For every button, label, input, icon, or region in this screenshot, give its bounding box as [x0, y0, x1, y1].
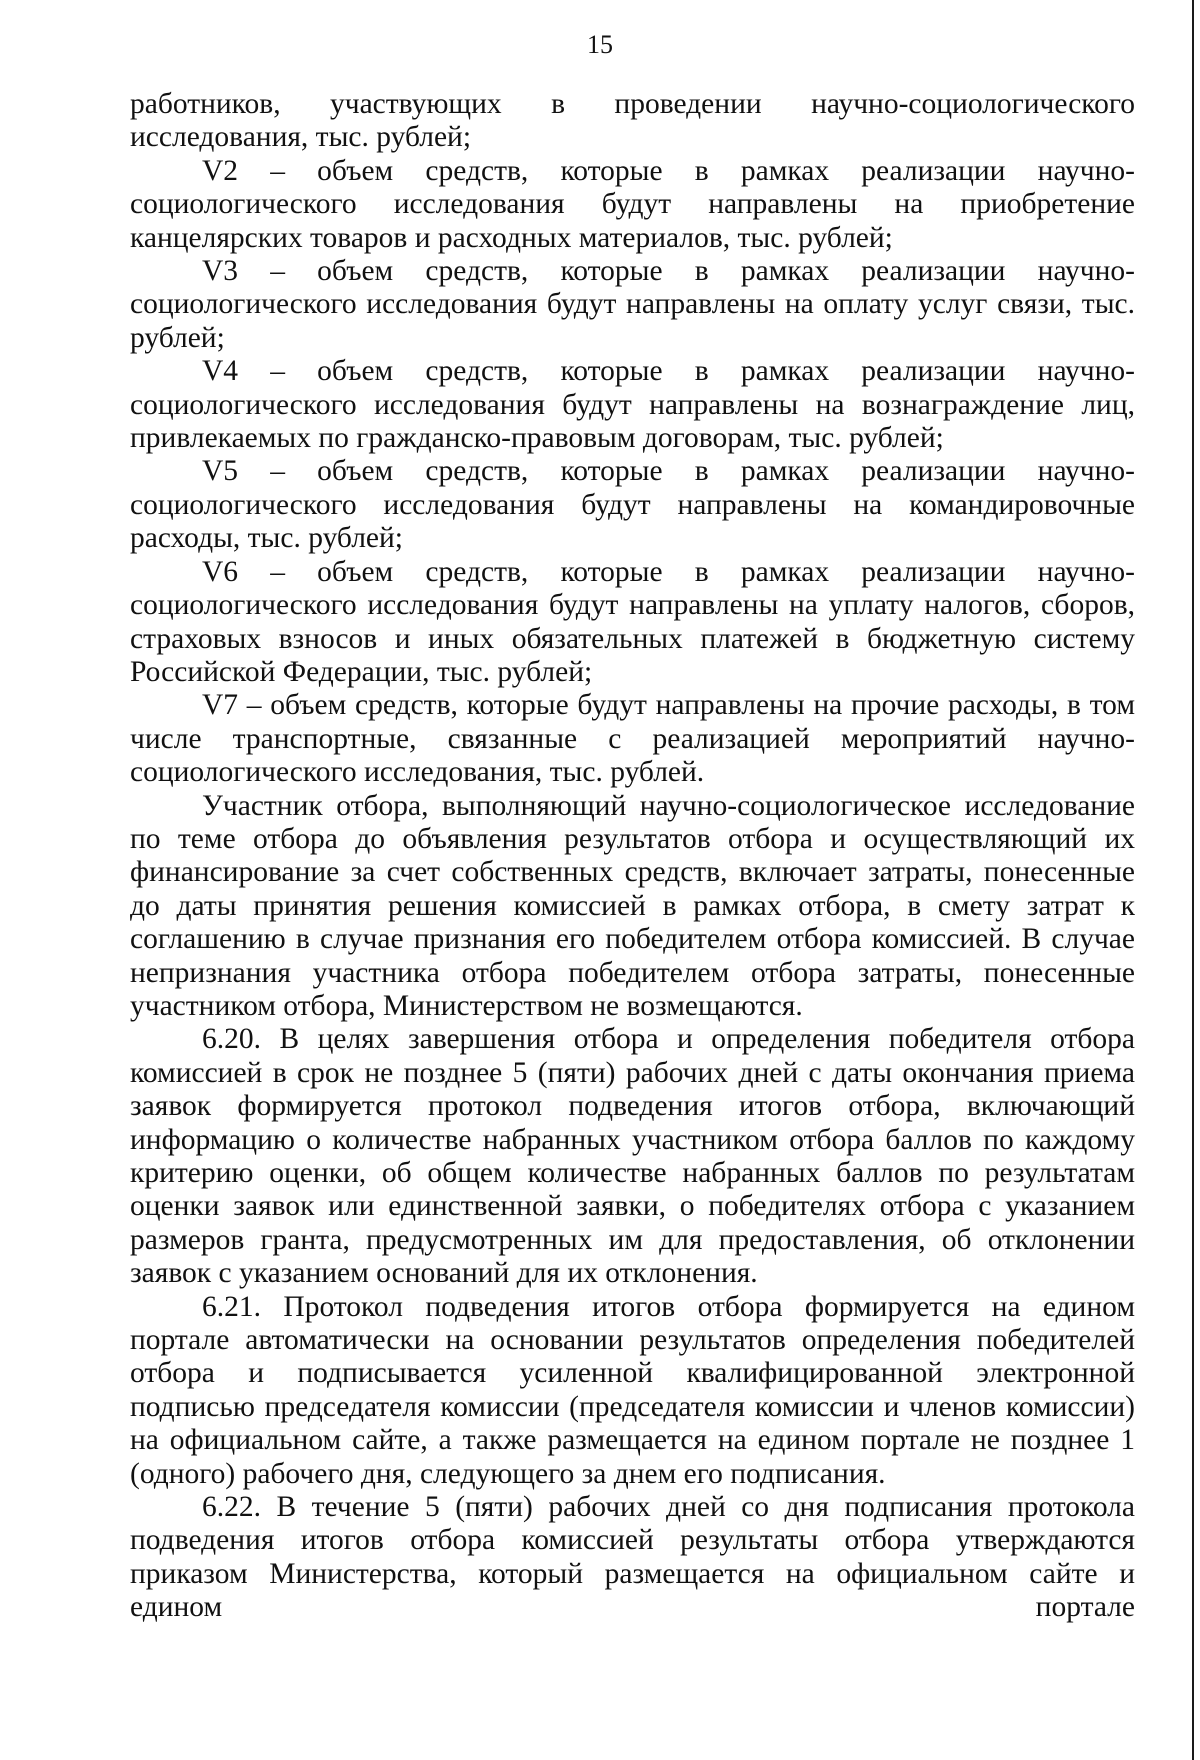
paragraph-v2: V2 – объем средств, которые в рамках реализации научно-социологического исследования будут направлены на приобретение канцелярских товаров и расходных материалов, тыс. рублей;	[130, 154, 1135, 254]
document-body	[130, 88, 1135, 1625]
paragraph-6-22: 6.22. В течение 5 (пяти) рабочих дней со дня подписания протокола подведения итогов отбора комиссией результаты отбора утверждаются приказом Министерства, который размещается на официальном сайте и едином портале	[130, 1491, 1135, 1624]
paragraph-6-20: 6.20. В целях завершения отбора и определения победителя отбора комиссией в срок не позднее 5 (пяти) рабочих дней с даты окончания приема заявок формируется протокол подведения итогов отбора, включающий информацию о количестве набранных участником отбора баллов по каждому критерию оценки, об общем количестве набранных баллов по результатам оценки заявок или единственной заявки, о победителях отбора с указанием размеров гранта, предусмотренных им для предоставления, об отклонении заявок с указанием оснований для их отклонения.	[130, 1023, 1135, 1290]
paragraph-6-21: 6.21. Протокол подведения итогов отбора формируется на едином портале автоматически на основании результатов определения победителей отбора и подписывается усиленной квалифицированной электронной подписью председателя комиссии (председателя комиссии и членов комиссии) на официальном сайте, а также размещается на едином портале не позднее 1 (одного) рабочего дня, следующего за днем его подписания.	[130, 1290, 1135, 1490]
paragraph-v3: V3 – объем средств, которые в рамках реализации научно-социологического исследования будут направлены на оплату услуг связи, тыс. рублей;	[130, 255, 1135, 354]
page-number: 15	[587, 30, 613, 59]
scan-edge-line	[1192, 0, 1194, 1760]
paragraph-v5: V5 – объем средств, которые в рамках реализации научно-социологического исследования будут направлены на командировочные расходы, тыс. рублей;	[130, 455, 1135, 555]
paragraph-v7: V7 – объем средств, которые будут направлены на прочие расходы, в том числе транспортные, связанные с реализацией мероприятий научно-социологического исследования, тыс. рублей.	[130, 689, 1135, 789]
paragraph-participant-costs: Участник отбора, выполняющий научно-социологическое исследование по теме отбора до объявления результатов отбора и осуществляющий их финансирование за счет собственных средств, включает затраты, понесенные до даты принятия решения комиссией в рамках отбора, в смету затрат к соглашению в случае признания его победителем отбора комиссией. В случае непризнания участника отбора победителем отбора затраты, понесенные участником отбора, Министерством не возмещаются.	[130, 789, 1135, 1022]
paragraph-v4: V4 – объем средств, которые в рамках реализации научно-социологического исследования будут направлены на вознаграждение лиц, привлекаемых по гражданско-правовым договорам, тыс. рублей;	[130, 355, 1135, 455]
paragraph-continuation: работников, участвующих в проведении научно-социологического исследования, тыс. рублей;	[130, 88, 1135, 154]
paragraph-v6: V6 – объем средств, которые в рамках реализации научно-социологического исследования будут направлены на уплату налогов, сборов, страховых взносов и иных обязательных платежей в бюджетную систему Российской Федерации, тыс. рублей;	[130, 555, 1135, 688]
